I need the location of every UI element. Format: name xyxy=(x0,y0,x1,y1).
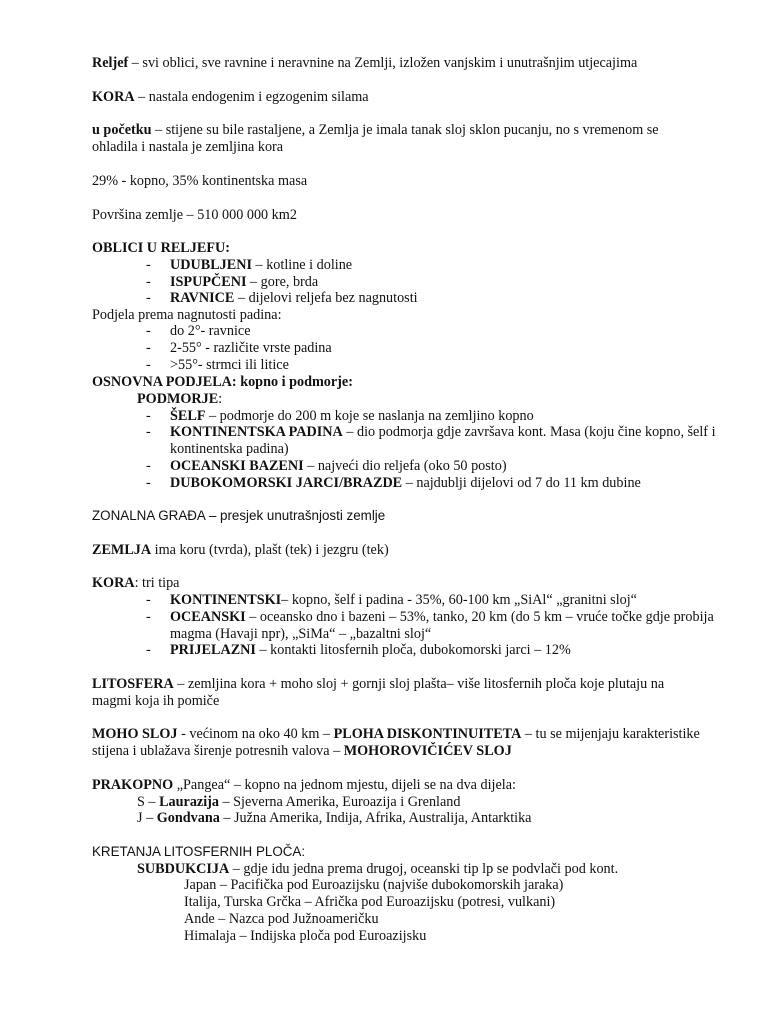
heading-oblici: OBLICI U RELJEFU: xyxy=(92,240,230,256)
document-page: Reljef – svi oblici, sve ravnine i neravnine na Zemlji, izložen vanjskim i unutrašnjim utjecajima KORA – nastala endogenim i egzogenim silama u početku – stijene su bile rastaljene, a Zemlja je imala tanak sloj sklon pucanju, no s vremenom se ohladila i nastala je zemljina kora 29% - kopno, 35% kontinentska masa Površina zemlje – 510 000 000 km2 OBLICI U RELJEFU: - UDUBLJENI – kotline i doline - ISPUPČENI – gore, brda - RAVNICE – dijelovi reljefa bez nagnutosti Podjela prema nagnutosti padina: - do 2°- ravnice - 2-55° - različite vrste padina - >55°- strmci ili litice OSNOVNA PODJELA: kopno i podmorje: PODMORJE: - ŠELF – podmorje do 200 m koje se naslanja na zemljino kopno - KONTINENTSKA PADINA – dio podmorja gdje završava kont. Masa (koju čine kopno, šelf i kontinentska padina) - OCEANSKI BAZENI – najveći dio reljefa (oko 50 posto) - DUBOKOMORSKI JARCI/BRAZDE – najdublji dijelovi od 7 do 11 km dubine ZONALNA GRAĐA – presjek unutrašnjosti zemlje ZEMLJA ima koru (tvrda), plašt (tek) i jezgru (tek) KORA: tri tipa - KONTINENTSKI– kopno, šelf i padina - 35%, 60-100 km „SiAl“ „granitni sloj“ - OCEANSKI – oceansko dno i bazeni – 53%, tanko, 20 km (do 5 km – vruće točke gdje probija magma (Havaji npr), „SiMa“ – „bazaltni sloj“ - PRIJELAZNI – kontakti litosfernih ploča, dubokomorski jarci – 12% LITOSFERA – zemljina kora + moho sloj + gornji sloj plašta– više litosfernih ploča koje plutaju na magmi koja ih pomiče MOHO SLOJ - većinom na oko 40 km – PLOHA DISKONTINUITETA – tu se mijenjaju karakteristike stijena i ublažava širenje potresnih valova – MOHOROVIČIĆEV SLOJ PRAKOPNO „Pangea“ – kopno na jednom mjestu, dijeli se na dva dijela: S – Laurazija – Sjeverna Amerika, Euroazija i Grenland J – Gondvana – Južna Amerika, Indija, Afrika, Australija, Antarktika KRETANJA LITOSFERNIH PLOČA: SUBDUKCIJA – gdje idu jedna prema drugoj, oceanski tip lp se podvlači pod kont. Japan – Pacifička pod Euroazijsku (najviše dubokomorskih jaraka) Italija, Turska Grčka – Afrička pod Euroazijsku (potresi, vulkani) Ande – Nazca pod Južnoameričku Himalaja – Indijska ploča pod Euroazijsku xyxy=(92,55,716,944)
list-item: Japan – Pacifička pod Euroazijsku (najviše dubokomorskih jaraka) xyxy=(184,877,564,893)
paragraph-kopno-postotak: 29% - kopno, 35% kontinentska masa xyxy=(92,173,308,189)
list-item: Italija, Turska Grčka – Afrička pod Euroazijsku (potresi, vulkani) xyxy=(184,894,556,910)
subheading-podmorje: PODMORJE: xyxy=(137,391,223,407)
paragraph-zemlja: ZEMLJA ima koru (tvrda), plašt (tek) i jezgru (tek) xyxy=(92,542,389,558)
paragraph-reljef: Reljef – svi oblici, sve ravnine i neravnine na Zemlji, izložen vanjskim i unutrašnjim utjecajima xyxy=(92,55,638,71)
heading-kretanja: KRETANJA LITOSFERNIH PLOČA: xyxy=(92,844,306,859)
paragraph-povrsina: Površina zemlje – 510 000 000 km2 xyxy=(92,207,297,223)
list-item: Ande – Nazca pod Južnoameričku xyxy=(184,911,379,927)
paragraph-litosfera: LITOSFERA – zemljina kora + moho sloj + gornji sloj plašta– više litosfernih ploča koje plutaju na magmi koja ih pomiče xyxy=(92,676,665,709)
paragraph-u-pocetku: u početku – stijene su bile rastaljene, a Zemlja je imala tanak sloj sklon pucanju, no s vremenom se ohladila i nastala je zemljina kora xyxy=(92,122,659,155)
paragraph-moho-sloj: MOHO SLOJ - većinom na oko 40 km – PLOHA DISKONTINUITETA – tu se mijenjaju karakteristike stijena i ublažava širenje potresnih valova – MOHOROVIČIĆEV SLOJ xyxy=(92,726,700,759)
heading-osnovna-podjela: OSNOVNA PODJELA: kopno i podmorje: xyxy=(92,374,353,390)
heading-nagnutost: Podjela prema nagnutosti padina: xyxy=(92,307,282,323)
paragraph-laurazija: S – Laurazija – Sjeverna Amerika, Euroazija i Grenland xyxy=(137,794,461,810)
list-item: Himalaja – Indijska ploča pod Euroazijsku xyxy=(184,928,427,944)
paragraph-prakopno: PRAKOPNO „Pangea“ – kopno na jednom mjestu, dijeli se na dva dijela: xyxy=(92,777,516,793)
paragraph-zonalna-grada: ZONALNA GRAĐA – presjek unutrašnjosti zemlje xyxy=(92,508,386,523)
paragraph-subdukcija: SUBDUKCIJA – gdje idu jedna prema drugoj, oceanski tip lp se podvlači pod kont. xyxy=(137,861,619,877)
paragraph-gondvana: J – Gondvana – Južna Amerika, Indija, Afrika, Australija, Antarktika xyxy=(137,810,532,826)
heading-kora-tipovi: KORA: tri tipa xyxy=(92,575,180,591)
paragraph-kora: KORA – nastala endogenim i egzogenim silama xyxy=(92,89,369,105)
